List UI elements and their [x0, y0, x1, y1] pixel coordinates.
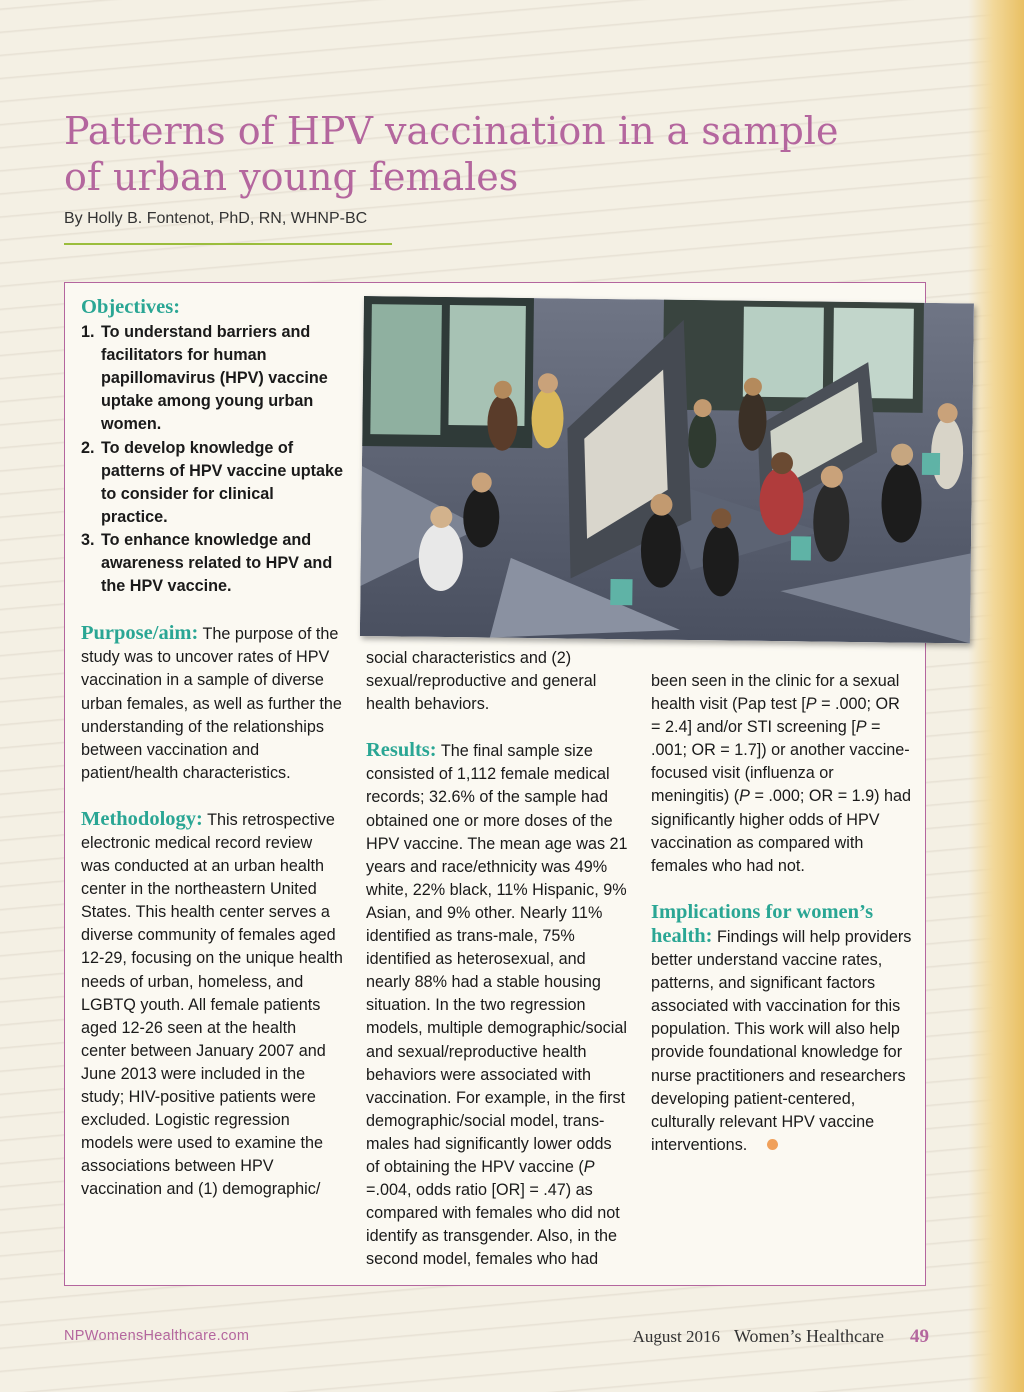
results-text: = .000; OR = 2.4] and/or STI screening [ — [651, 695, 900, 737]
implications-paragraph — [651, 901, 913, 1157]
methodology-heading: Methodology: — [81, 807, 203, 830]
results-heading: Results: — [366, 739, 437, 762]
methodology-continued: social characteristics and (2) sexual/reproductive and general health behaviors. — [366, 649, 597, 714]
byline-rule — [64, 243, 392, 245]
objectives-list — [81, 321, 343, 598]
implications-heading: Implications for women’s health: — [651, 900, 874, 947]
end-of-article-bullet — [767, 1139, 778, 1150]
purpose-text: The purpose of the study was to uncover rates of HPV vaccination in a sample of diverse urban females, as well as further the understanding of the relationships between vaccination and patient/health characteristics. — [81, 625, 342, 782]
photo-illustration — [360, 296, 974, 643]
results-paragraph — [366, 739, 628, 1271]
p-symbol: P — [739, 787, 750, 806]
results-paragraph-continued — [651, 670, 913, 878]
article-title: Patterns of HPV vaccination in a sample of urban young females — [64, 109, 839, 199]
column-1 — [81, 296, 343, 1201]
methodology-paragraph — [81, 808, 343, 1202]
purpose-paragraph — [81, 622, 343, 785]
results-text: =.004, odds ratio [OR] = .47) as compared with females who did not identify as transgender. Also, in the second model, females who had — [366, 1181, 620, 1269]
footer-date: August 2016 — [632, 1327, 720, 1346]
footer-issue — [633, 1326, 929, 1348]
footer-website: NPWomensHealthcare.com — [64, 1328, 250, 1344]
byline: By Holly B. Fontenot, PhD, RN, WHNP-BC — [64, 210, 368, 227]
conference-photo — [360, 296, 974, 643]
objectives-heading: Objectives: — [81, 296, 181, 318]
objective-item: 3. To enhance knowledge and awareness related to HPV and the HPV vaccine. — [81, 530, 333, 596]
results-text: = .001; OR = 1.7]) or another vaccine-focused visit (influenza or meningitis) ( — [651, 718, 910, 806]
p-symbol: P — [805, 695, 817, 714]
page-edge-tint — [968, 0, 1024, 1392]
footer-publication: Women’s Healthcare — [734, 1326, 884, 1346]
objective-item: 2. To develop knowledge of patterns of HPV vaccine uptake to consider for clinical practice. — [81, 438, 343, 526]
results-text: The final sample size consisted of 1,112 female medical records; 32.6% of the sample had obtained one or more doses of the HPV vaccine. The mean age was 21 years and race/ethnicity was 49% white, 22% black, 11% Hispanic, 9% Asian, and 9% other. Nearly 11% identified as trans-male, 75% identified as heterosexual, and nearly 88% had a stable housing situation. In the two regression models, multiple demographic/social and sexual/reproductive health behaviors were associated with vaccination. For example, in the first demographic/social model, trans-males had significantly lower odds of obtaining the HPV vaccine ( — [366, 742, 628, 1176]
page-number: 49 — [910, 1326, 929, 1347]
objective-item: 1. To understand barriers and facilitators for human papillomavirus (HPV) vaccine uptake among young urban women. — [81, 323, 328, 434]
column-2 — [366, 647, 628, 1271]
purpose-heading: Purpose/aim: — [81, 622, 199, 645]
implications-text: Findings will help providers better understand vaccine rates, patterns, and significant factors associated with vaccination for this population. This work will also help provide foundational knowledge for nurse practitioners and researchers developing patient-centered, culturally relevant HPV vaccine interventions. — [651, 927, 912, 1154]
column-3 — [651, 670, 913, 1157]
results-text: been seen in the clinic for a sexual health visit (Pap test [ — [651, 672, 900, 714]
results-text: = .000; OR = 1.9) had significantly higher odds of HPV vaccination as compared with females who had not. — [651, 787, 912, 875]
methodology-text: This retrospective electronic medical record review was conducted at an urban health center in the northeastern United States. This health center serves a diverse community of females aged 12-29, focusing on the unique health needs of urban, homeless, and LGBTQ youth. All female patients aged 12-26 seen at the health center between January 2007 and June 2013 were included in the study; HIV-positive patients were excluded. Logistic regression models were used to examine the associations between HPV vaccination and (1) demographic/ — [81, 810, 343, 1199]
p-symbol: P — [855, 718, 867, 737]
p-symbol: P — [583, 1157, 595, 1176]
